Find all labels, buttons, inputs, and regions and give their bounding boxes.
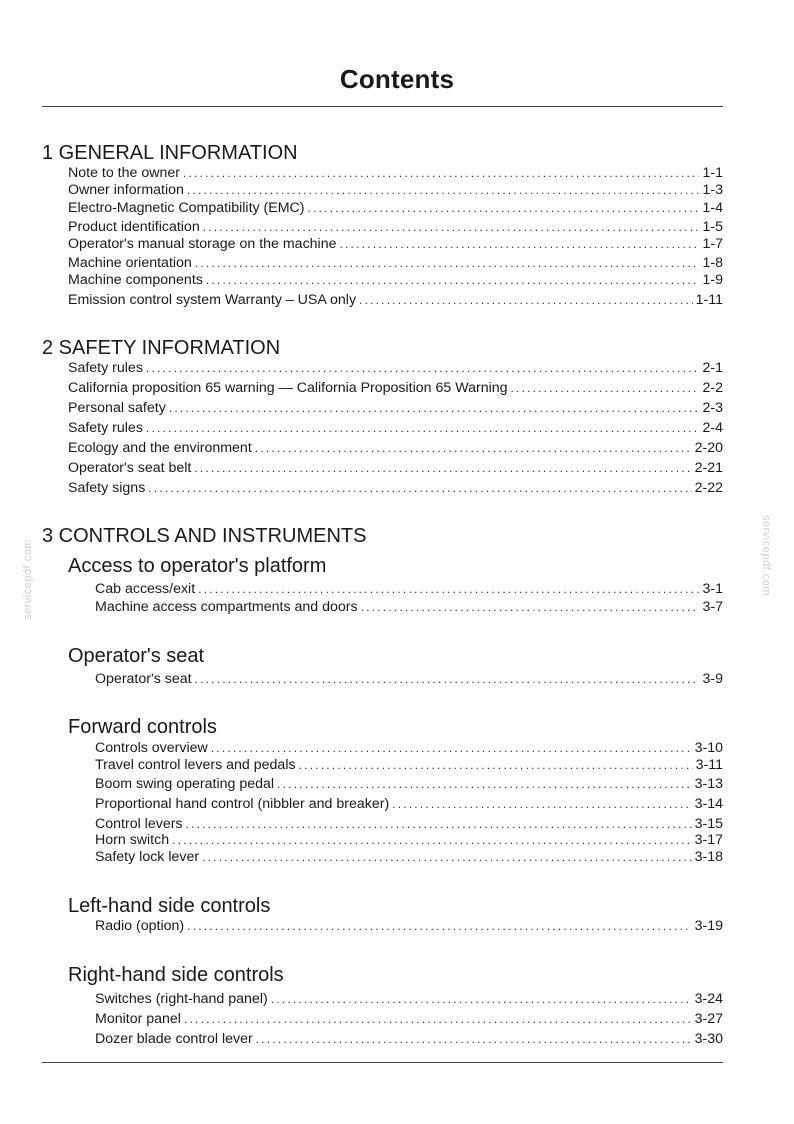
toc-entry-page: 2-22 [694,480,723,496]
dot-leader [146,360,700,376]
toc-entry-page: 1-4 [702,200,723,216]
dot-leader [256,1031,692,1047]
toc-entry-label: Electro-Magnetic Compatibility (EMC) [68,200,305,216]
toc-entry-label: Safety rules [68,360,143,376]
toc-entry-page: 2-20 [694,440,723,456]
dot-leader [169,400,700,416]
toc-entry[interactable] [68,420,723,436]
toc-entry-page: 3-1 [702,581,723,597]
toc-entry[interactable] [68,440,723,456]
toc-entry[interactable] [68,380,723,396]
toc-entry-page: 3-11 [695,757,723,773]
toc-entry[interactable] [95,581,723,597]
bottom-divider [42,1062,723,1063]
dot-leader [172,832,691,848]
toc-entry-page: 1-11 [695,292,723,308]
toc-entry-page: 2-21 [694,460,723,476]
toc-entry-page: 3-18 [694,849,723,865]
toc-entry-page: 2-2 [702,380,723,396]
toc-entry-label: Proportional hand control (nibbler and breaker) [95,796,390,812]
toc-entry[interactable] [68,480,723,496]
toc-entry-page: 3-15 [694,816,723,832]
dot-leader [187,182,700,198]
toc-entry[interactable] [68,360,723,376]
toc-entry[interactable] [95,816,723,832]
dot-leader [308,200,700,216]
dot-leader [198,581,699,597]
toc-entry-label: Product identification [68,219,200,235]
toc-entry-label: Personal safety [68,400,166,416]
toc-entry[interactable] [68,272,723,288]
toc-entry[interactable] [95,991,723,1007]
toc-entry-page: 3-30 [694,1031,723,1047]
dot-leader [202,849,692,865]
toc-entry-page: 3-7 [702,599,723,615]
toc-entry[interactable] [95,796,723,812]
toc-entry-label: Ecology and the environment [68,440,252,456]
dot-leader [148,480,691,496]
toc-entry-page: 2-3 [702,400,723,416]
toc-entry-page: 3-24 [694,991,723,1007]
subsection-heading-right-hand-side-controls: Right-hand side controls [68,964,284,986]
dot-leader [195,671,700,687]
toc-entry-page: 1-9 [702,272,723,288]
dot-leader [195,255,700,271]
toc-entry[interactable] [68,236,723,252]
toc-entry-label: Cab access/exit [95,581,196,597]
watermark-left: servicepdf.com [22,539,34,620]
toc-entry-label: Machine orientation [68,255,192,271]
toc-entry[interactable] [68,219,723,235]
toc-entry[interactable] [95,1031,723,1047]
toc-entry[interactable] [68,400,723,416]
dot-leader [511,380,700,396]
toc-entry[interactable] [95,849,723,865]
toc-entry-page: 1-7 [702,236,723,252]
toc-entry-page: 1-1 [702,165,723,181]
toc-entry-label: Machine components [68,272,203,288]
toc-entry[interactable] [68,460,723,476]
dot-leader [271,991,692,1007]
dot-leader [392,796,691,812]
toc-entry[interactable] [95,671,723,687]
toc-entry[interactable] [95,832,723,848]
toc-entry-page: 3-9 [702,671,723,687]
subsection-heading-operators-seat: Operator's seat [68,645,205,667]
top-divider [42,106,723,107]
toc-entry-label: Owner information [68,182,184,198]
dot-leader [206,272,700,288]
dot-leader [339,236,699,252]
dot-leader [187,918,691,934]
toc-entry[interactable] [68,292,723,308]
dot-leader [183,165,699,181]
toc-entry-label: Controls overview [95,740,208,756]
toc-entry[interactable] [68,200,723,216]
dot-leader [361,599,700,615]
toc-entry[interactable] [95,1011,723,1027]
toc-entry-page: 1-5 [702,219,723,235]
page-title: Contents [339,64,455,94]
section-heading-general-information: 1 GENERAL INFORMATION [42,142,298,164]
toc-entry-page: 1-3 [702,182,723,198]
dot-leader [203,219,700,235]
dot-leader [359,292,693,308]
toc-entry-label: Safety rules [68,420,143,436]
dot-leader [255,440,692,456]
toc-entry-label: Safety signs [68,480,146,496]
dot-leader [277,776,692,792]
subsection-heading-access-to-operators-platform: Access to operator's platform [68,555,327,577]
toc-entry-label: Note to the owner [68,165,180,181]
toc-entry[interactable] [95,599,723,615]
toc-entry-label: Travel control levers and pedals [95,757,296,773]
toc-entry-label: Emission control system Warranty – USA only [68,292,357,308]
toc-entry-page: 3-17 [694,832,723,848]
subsection-heading-left-hand-side-controls: Left-hand side controls [68,895,271,917]
toc-entry-label: Machine access compartments and doors [95,599,358,615]
toc-entry-label: Operator's seat [95,671,192,687]
toc-entry[interactable] [95,757,723,773]
toc-entry-page: 3-13 [694,776,723,792]
toc-entry-page: 2-4 [702,420,723,436]
toc-entry[interactable] [95,740,723,756]
toc-entry-label: Dozer blade control lever [95,1031,253,1047]
dot-leader [186,816,692,832]
watermark-right: servicepdf.com [760,515,772,596]
dot-leader [184,1011,692,1027]
toc-entry-label: Monitor panel [95,1011,181,1027]
toc-entry-label: Switches (right-hand panel) [95,991,268,1007]
section-heading-safety-information: 2 SAFETY INFORMATION [42,337,281,359]
toc-entry-label: Radio (option) [95,918,185,934]
toc-entry[interactable] [68,182,723,198]
toc-entry-label: Boom swing operating pedal [95,776,275,792]
toc-entry[interactable] [68,255,723,271]
dot-leader [211,740,692,756]
toc-entry[interactable] [68,165,723,181]
toc-entry-label: Operator's manual storage on the machine [68,236,337,252]
dot-leader [299,757,693,773]
toc-entry-label: Control levers [95,816,183,832]
dot-leader [194,460,691,476]
toc-entry[interactable] [95,776,723,792]
dot-leader [146,420,700,436]
toc-entry-page: 3-27 [694,1011,723,1027]
toc-entry-page: 1-8 [702,255,723,271]
section-heading-controls-and-instruments: 3 CONTROLS AND INSTRUMENTS [42,525,367,547]
toc-entry[interactable] [95,918,723,934]
toc-entry-label: Horn switch [95,832,170,848]
toc-entry-label: Safety lock lever [95,849,200,865]
toc-entry-page: 3-14 [694,796,723,812]
toc-entry-label: Operator's seat belt [68,460,192,476]
toc-entry-page: 3-19 [694,918,723,934]
toc-entry-label: California proposition 65 warning — California Proposition 65 Warning [68,380,508,396]
toc-entry-page: 2-1 [702,360,723,376]
toc-entry-page: 3-10 [694,740,723,756]
subsection-heading-forward-controls: Forward controls [68,716,217,738]
